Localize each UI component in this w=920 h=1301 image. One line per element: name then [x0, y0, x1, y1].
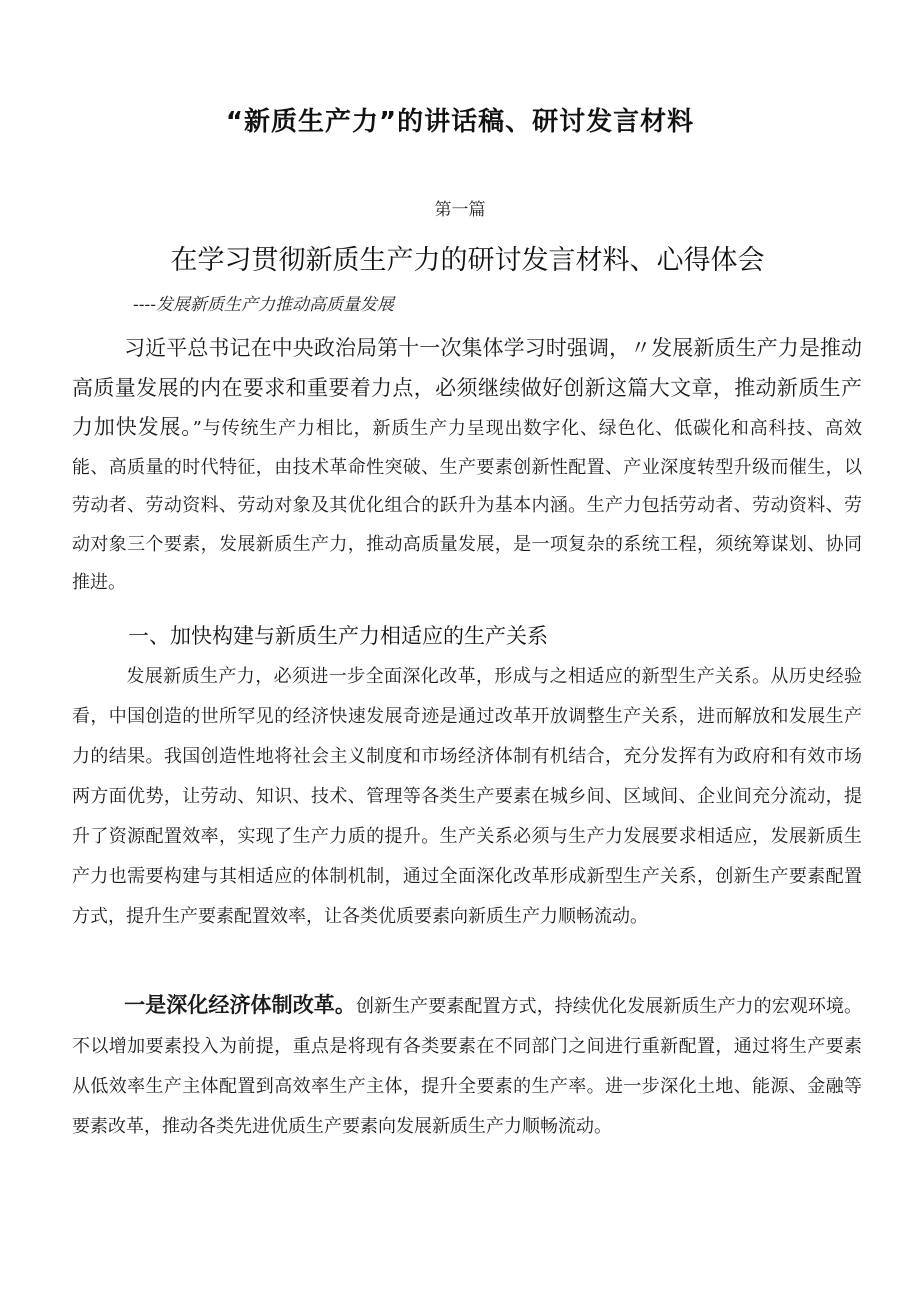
paragraph-text: 创新生产要素配置方式，持续优化发展新质生产力的宏观环境。不以增加要素投入为前提，重点是将现有各类要素在不同部门之间进行重新配置，通过将生产要素从低效率生产主体配置到高效率生产主体，提升全要素的生产率。进一步深化土地、能源、金融等要素改革，推动各类先进优质生产要素向发展新质生产力顺畅流动。: [72, 996, 863, 1137]
body-paragraph: [72, 985, 862, 1147]
intro-paragraph: [72, 330, 862, 603]
document-title: “新质生产力”的讲话稿、研讨发言材料: [225, 107, 695, 137]
article-subtitle: ----发展新质生产力推动高质量发展: [133, 295, 394, 315]
section-label: 第一篇: [434, 200, 486, 220]
paragraph-lead: 一是深化经济体制改革。: [124, 993, 356, 1017]
section-heading: 一、加快构建与新质生产力相适应的生产关系: [128, 624, 548, 648]
paragraph-text: 发展新质生产力，必须进一步全面深化改革，形成与之相适应的新型生产关系。从历史经验看，中国创造的世所罕见的经济快速发展奇迹是通过改革开放调整生产关系，进而解放和发展生产力的结果。我国创造性地将社会主义制度和市场经济体制有机结合，充分发挥有为政府和有效市场两方面优势，让劳动、知识、技术、管理等各类生产要素在城乡间、区域间、企业间充分流动，提升了资源配置效率，实现了生产力质的提升。生产关系必须与生产力发展要求相适应，发展新质生产力也需要构建与其相适应的体制机制，通过全面深化改革形成新型生产关系，创新生产要素配置方式，提升生产要素配置效率，让各类优质要素向新质生产力顺畅流动。: [72, 666, 862, 927]
intro-text: ”与传统生产力相比，新质生产力呈现出数字化、绿色化、低碳化和高科技、高效能、高质量的时代特征，由技术革命性突破、生产要素创新性配置、产业深度转型升级而催生，以劳动者、劳动资料、劳动对象及其优化组合的跃升为基本内涵。生产力包括劳动者、劳动资料、劳动对象三个要素，发展新质生产力，推动高质量发展，是一项复杂的系统工程，须统筹谋划、协同推进。: [72, 418, 863, 593]
body-paragraph: [72, 657, 862, 937]
article-title: 在学习贯彻新质生产力的研讨发言材料、心得体会: [170, 245, 765, 276]
intro-quote: 习近平总书记在中央政治局第十一次集体学习时强调，〃发展新质生产力是推动高质量发展的内在要求和重要着力点，必须继续做好创新这篇大文章，推动新质生产力加快发展。: [72, 336, 862, 439]
